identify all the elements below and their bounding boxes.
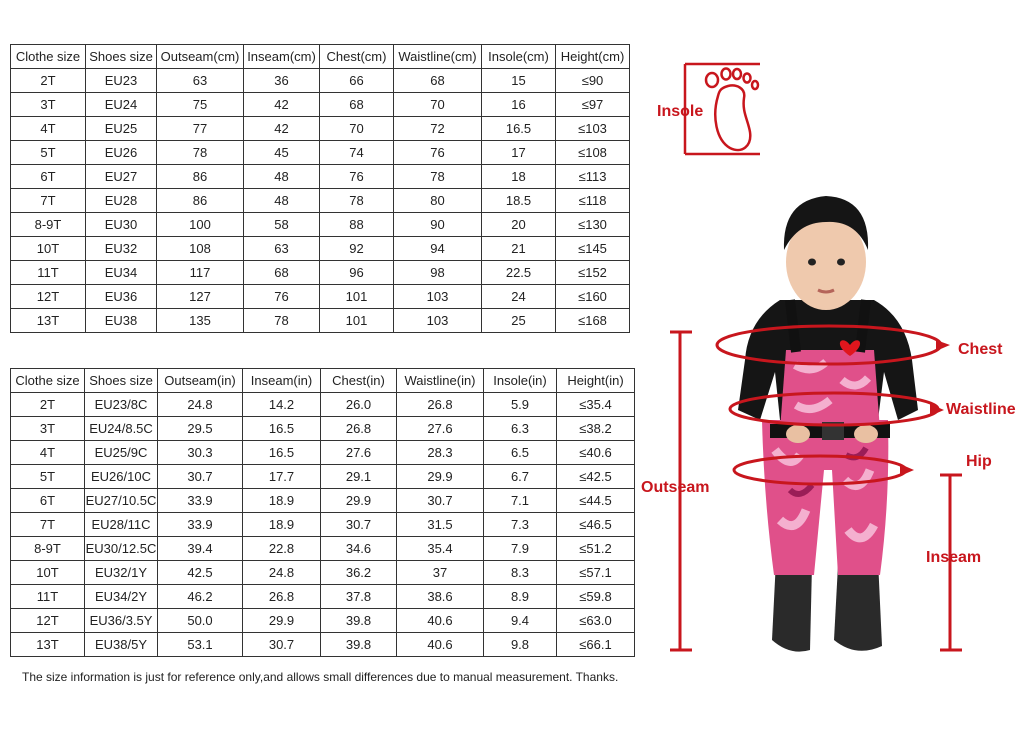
table-cell: 18.5 xyxy=(482,189,556,213)
table-cell: ≤40.6 xyxy=(557,441,635,465)
insole-label: Insole xyxy=(657,103,704,120)
table-cell: 6T xyxy=(11,165,86,189)
table-cell: 30.7 xyxy=(243,633,321,657)
header-row xyxy=(11,45,630,69)
table-cell: 16.5 xyxy=(243,441,321,465)
table-cell: 50.0 xyxy=(158,609,243,633)
foot-icon xyxy=(706,69,758,151)
table-row xyxy=(11,609,635,633)
table-cell: EU23/8C xyxy=(85,393,158,417)
table-cell: 20 xyxy=(482,213,556,237)
table-cell: 18 xyxy=(482,165,556,189)
table-cell: EU23 xyxy=(86,69,157,93)
table-cell: 101 xyxy=(320,285,394,309)
table-cell: ≤44.5 xyxy=(557,489,635,513)
table-cell: 94 xyxy=(394,237,482,261)
table-cell: EU38 xyxy=(86,309,157,333)
size-table-cm-body xyxy=(11,45,630,333)
column-header: Insole(cm) xyxy=(482,45,556,69)
table-cell: 33.9 xyxy=(158,489,243,513)
table-cell: 78 xyxy=(157,141,244,165)
table-cell: ≤130 xyxy=(556,213,630,237)
table-cell: 100 xyxy=(157,213,244,237)
table-row xyxy=(11,189,630,213)
table-cell: EU36/3.5Y xyxy=(85,609,158,633)
table-cell: 42.5 xyxy=(158,561,243,585)
table-cell: 25 xyxy=(482,309,556,333)
table-cell: 30.3 xyxy=(158,441,243,465)
table-cell: 22.8 xyxy=(243,537,321,561)
column-header: Height(cm) xyxy=(556,45,630,69)
table-row xyxy=(11,69,630,93)
table-cell: 42 xyxy=(244,117,320,141)
table-cell: 10T xyxy=(11,237,86,261)
table-cell: 46.2 xyxy=(158,585,243,609)
table-row xyxy=(11,285,630,309)
column-header: Chest(cm) xyxy=(320,45,394,69)
table-row xyxy=(11,633,635,657)
table-cell: 38.6 xyxy=(397,585,484,609)
table-cell: 92 xyxy=(320,237,394,261)
table-cell: 3T xyxy=(11,93,86,117)
table-cell: 27.6 xyxy=(397,417,484,441)
table-cell: 40.6 xyxy=(397,633,484,657)
table-cell: 77 xyxy=(157,117,244,141)
table-cell: 16.5 xyxy=(243,417,321,441)
table-cell: 5.9 xyxy=(484,393,557,417)
table-cell: 17 xyxy=(482,141,556,165)
table-cell: 78 xyxy=(394,165,482,189)
table-cell: 8-9T xyxy=(11,537,85,561)
column-header: Chest(in) xyxy=(321,369,397,393)
table-cell: 30.7 xyxy=(158,465,243,489)
table-cell: EU27/10.5C xyxy=(85,489,158,513)
table-cell: 8.9 xyxy=(484,585,557,609)
table-cell: 75 xyxy=(157,93,244,117)
column-header: Waistline(cm) xyxy=(394,45,482,69)
table-cell: ≤168 xyxy=(556,309,630,333)
table-row xyxy=(11,513,635,537)
table-cell: 11T xyxy=(11,585,85,609)
table-cell: 26.8 xyxy=(321,417,397,441)
table-cell: ≤113 xyxy=(556,165,630,189)
table-cell: 76 xyxy=(394,141,482,165)
table-cell: 2T xyxy=(11,393,85,417)
table-cell: 21 xyxy=(482,237,556,261)
table-cell: 68 xyxy=(320,93,394,117)
table-cell: 63 xyxy=(157,69,244,93)
table-cell: 3T xyxy=(11,417,85,441)
table-cell: 7T xyxy=(11,189,86,213)
table-cell: EU28 xyxy=(86,189,157,213)
table-cell: ≤152 xyxy=(556,261,630,285)
table-cell: ≤59.8 xyxy=(557,585,635,609)
table-cell: 22.5 xyxy=(482,261,556,285)
table-cell: 45 xyxy=(244,141,320,165)
table-cell: 72 xyxy=(394,117,482,141)
column-header: Clothe size xyxy=(11,45,86,69)
table-cell: 34.6 xyxy=(321,537,397,561)
table-cell: EU25 xyxy=(86,117,157,141)
table-cell: 36.2 xyxy=(321,561,397,585)
table-row xyxy=(11,561,635,585)
table-cell: 6.3 xyxy=(484,417,557,441)
table-cell: 37.8 xyxy=(321,585,397,609)
table-cell: 96 xyxy=(320,261,394,285)
table-cell: 66 xyxy=(320,69,394,93)
table-cell: 86 xyxy=(157,189,244,213)
table-cell: 29.1 xyxy=(321,465,397,489)
table-cell: 86 xyxy=(157,165,244,189)
column-header: Insole(in) xyxy=(484,369,557,393)
table-cell: 6.5 xyxy=(484,441,557,465)
table-cell: 70 xyxy=(320,117,394,141)
table-cell: 16 xyxy=(482,93,556,117)
table-cell: ≤90 xyxy=(556,69,630,93)
table-cell: 16.5 xyxy=(482,117,556,141)
table-cell: 8.3 xyxy=(484,561,557,585)
table-cell: 68 xyxy=(394,69,482,93)
table-cell: 24.8 xyxy=(158,393,243,417)
table-cell: ≤51.2 xyxy=(557,537,635,561)
outseam-label: Outseam xyxy=(641,479,710,496)
header-row xyxy=(11,369,635,393)
table-cell: 28.3 xyxy=(397,441,484,465)
table-cell: 17.7 xyxy=(243,465,321,489)
table-cell: ≤63.0 xyxy=(557,609,635,633)
chest-label: Chest xyxy=(958,341,1003,358)
table-cell: EU34/2Y xyxy=(85,585,158,609)
table-row xyxy=(11,441,635,465)
table-cell: 108 xyxy=(157,237,244,261)
table-cell: 78 xyxy=(244,309,320,333)
table-cell: EU24/8.5C xyxy=(85,417,158,441)
table-cell: 29.5 xyxy=(158,417,243,441)
table-cell: 11T xyxy=(11,261,86,285)
table-cell: EU32 xyxy=(86,237,157,261)
table-cell: ≤108 xyxy=(556,141,630,165)
table-cell: 26.8 xyxy=(243,585,321,609)
table-cell: EU32/1Y xyxy=(85,561,158,585)
table-row xyxy=(11,537,635,561)
table-cell: 24.8 xyxy=(243,561,321,585)
table-cell: 30.7 xyxy=(397,489,484,513)
table-cell: 40.6 xyxy=(397,609,484,633)
table-cell: 78 xyxy=(320,189,394,213)
table-cell: ≤118 xyxy=(556,189,630,213)
table-cell: 15 xyxy=(482,69,556,93)
table-cell: 13T xyxy=(11,309,86,333)
table-cell: 8-9T xyxy=(11,213,86,237)
table-cell: 18.9 xyxy=(243,489,321,513)
table-cell: 26.8 xyxy=(397,393,484,417)
table-cell: 5T xyxy=(11,465,85,489)
table-cell: 6.7 xyxy=(484,465,557,489)
table-cell: 12T xyxy=(11,609,85,633)
table-cell: 135 xyxy=(157,309,244,333)
column-header: Height(in) xyxy=(557,369,635,393)
table-cell: 4T xyxy=(11,441,85,465)
table-cell: 63 xyxy=(244,237,320,261)
table-cell: 36 xyxy=(244,69,320,93)
table-cell: 9.4 xyxy=(484,609,557,633)
table-cell: EU38/5Y xyxy=(85,633,158,657)
table-cell: 30.7 xyxy=(321,513,397,537)
table-cell: 4T xyxy=(11,117,86,141)
table-cell: EU34 xyxy=(86,261,157,285)
table-cell: 39.4 xyxy=(158,537,243,561)
table-cell: 2T xyxy=(11,69,86,93)
column-header: Waistline(in) xyxy=(397,369,484,393)
table-cell: EU36 xyxy=(86,285,157,309)
table-cell: 70 xyxy=(394,93,482,117)
table-cell: 53.1 xyxy=(158,633,243,657)
table-cell: 80 xyxy=(394,189,482,213)
table-cell: ≤103 xyxy=(556,117,630,141)
table-cell: 39.8 xyxy=(321,633,397,657)
table-cell: 27.6 xyxy=(321,441,397,465)
table-row xyxy=(11,93,630,117)
table-cell: 35.4 xyxy=(397,537,484,561)
column-header: Shoes size xyxy=(86,45,157,69)
table-cell: ≤97 xyxy=(556,93,630,117)
table-cell: 88 xyxy=(320,213,394,237)
table-cell: 14.2 xyxy=(243,393,321,417)
table-cell: 48 xyxy=(244,165,320,189)
table-cell: ≤66.1 xyxy=(557,633,635,657)
table-cell: ≤35.4 xyxy=(557,393,635,417)
column-header: Outseam(cm) xyxy=(157,45,244,69)
table-cell: 68 xyxy=(244,261,320,285)
table-cell: 18.9 xyxy=(243,513,321,537)
table-cell: 58 xyxy=(244,213,320,237)
column-header: Inseam(cm) xyxy=(244,45,320,69)
table-cell: 26.0 xyxy=(321,393,397,417)
table-cell: 9.8 xyxy=(484,633,557,657)
size-table-in-body xyxy=(11,369,635,657)
table-cell: 98 xyxy=(394,261,482,285)
table-cell: EU25/9C xyxy=(85,441,158,465)
column-header: Clothe size xyxy=(11,369,85,393)
table-cell: 117 xyxy=(157,261,244,285)
inseam-label: Inseam xyxy=(926,549,982,566)
table-cell: 76 xyxy=(244,285,320,309)
table-cell: EU27 xyxy=(86,165,157,189)
table-cell: 7T xyxy=(11,513,85,537)
table-row xyxy=(11,117,630,141)
table-cell: 103 xyxy=(394,285,482,309)
table-cell: ≤160 xyxy=(556,285,630,309)
table-cell: 10T xyxy=(11,561,85,585)
footnote: The size information is just for reference only,and allows small differences due to manual measurement. Thanks. xyxy=(22,670,619,684)
table-cell: 103 xyxy=(394,309,482,333)
table-cell: EU30/12.5C xyxy=(85,537,158,561)
table-cell: 7.1 xyxy=(484,489,557,513)
table-row xyxy=(11,309,630,333)
table-cell: ≤145 xyxy=(556,237,630,261)
table-cell: 31.5 xyxy=(397,513,484,537)
table-cell: 39.8 xyxy=(321,609,397,633)
table-row xyxy=(11,585,635,609)
table-row xyxy=(11,261,630,285)
table-cell: 127 xyxy=(157,285,244,309)
table-cell: ≤57.1 xyxy=(557,561,635,585)
table-cell: 76 xyxy=(320,165,394,189)
table-cell: ≤38.2 xyxy=(557,417,635,441)
table-row xyxy=(11,237,630,261)
table-cell: 5T xyxy=(11,141,86,165)
table-cell: 29.9 xyxy=(243,609,321,633)
table-cell: 29.9 xyxy=(321,489,397,513)
table-cell: ≤46.5 xyxy=(557,513,635,537)
table-cell: EU26 xyxy=(86,141,157,165)
table-cell: 29.9 xyxy=(397,465,484,489)
table-cell: EU28/11C xyxy=(85,513,158,537)
table-cell: EU26/10C xyxy=(85,465,158,489)
table-row xyxy=(11,213,630,237)
hip-label: Hip xyxy=(966,453,992,470)
table-cell: 101 xyxy=(320,309,394,333)
table-row xyxy=(11,489,635,513)
size-table-cm xyxy=(10,44,630,333)
table-cell: 33.9 xyxy=(158,513,243,537)
table-cell: 90 xyxy=(394,213,482,237)
table-row xyxy=(11,141,630,165)
table-row xyxy=(11,393,635,417)
table-cell: 48 xyxy=(244,189,320,213)
table-row xyxy=(11,417,635,441)
table-cell: 6T xyxy=(11,489,85,513)
table-cell: 24 xyxy=(482,285,556,309)
table-cell: 74 xyxy=(320,141,394,165)
table-cell: 12T xyxy=(11,285,86,309)
column-header: Outseam(in) xyxy=(158,369,243,393)
table-cell: 13T xyxy=(11,633,85,657)
table-cell: 37 xyxy=(397,561,484,585)
table-row xyxy=(11,465,635,489)
table-cell: 7.9 xyxy=(484,537,557,561)
table-cell: 42 xyxy=(244,93,320,117)
table-cell: ≤42.5 xyxy=(557,465,635,489)
size-table-in xyxy=(10,368,635,657)
table-row xyxy=(11,165,630,189)
table-cell: EU30 xyxy=(86,213,157,237)
table-cell: 7.3 xyxy=(484,513,557,537)
column-header: Shoes size xyxy=(85,369,158,393)
waistline-label: Waistline xyxy=(946,401,1016,418)
table-cell: EU24 xyxy=(86,93,157,117)
column-header: Inseam(in) xyxy=(243,369,321,393)
